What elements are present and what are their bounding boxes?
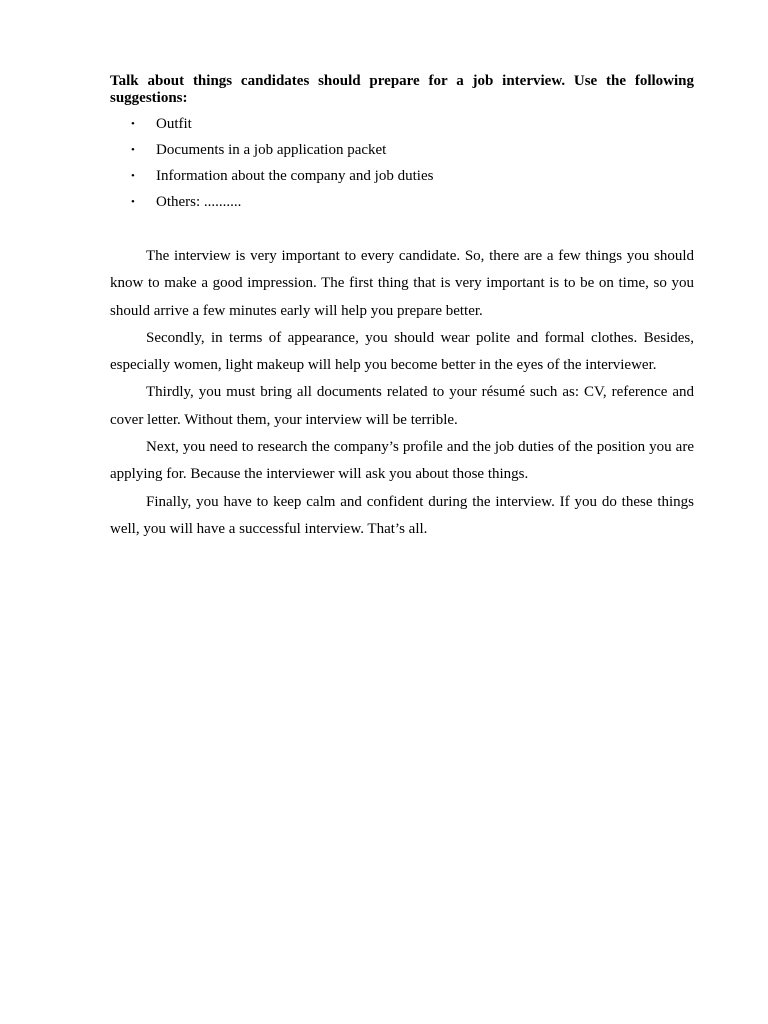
suggestion-item xyxy=(110,137,694,163)
suggestion-text: Outfit xyxy=(156,116,192,132)
document-page xyxy=(110,73,694,543)
suggestion-list xyxy=(110,111,694,215)
bullet-icon: • xyxy=(131,196,135,208)
suggestion-text: Documents in a job application packet xyxy=(156,142,387,158)
suggestion-item xyxy=(110,163,694,189)
bullet-icon: • xyxy=(131,118,135,130)
task-prompt: Talk about things candidates should prepare for a job interview. Use the following suggestions: xyxy=(110,73,694,106)
essay-paragraph: Next, you need to research the company’s profile and the job duties of the position you are applying for. Because the interviewer will ask you about those things. xyxy=(110,439,694,483)
bullet-icon: • xyxy=(131,144,135,156)
bullet-icon: • xyxy=(131,170,135,182)
essay-paragraph: Thirdly, you must bring all documents related to your résumé such as: CV, reference and cover letter. Without them, your interview will be terrible. xyxy=(110,384,694,428)
essay-paragraph: Secondly, in terms of appearance, you should wear polite and formal clothes. Besides, especially women, light makeup will help you become better in the eyes of the interviewer. xyxy=(110,329,694,374)
suggestion-item xyxy=(110,111,694,137)
essay-body xyxy=(110,243,694,543)
suggestion-text: Others: .......... xyxy=(156,194,242,210)
suggestion-text: Information about the company and job duties xyxy=(156,168,434,184)
essay-paragraph: The interview is very important to every candidate. So, there are a few things you should know to make a good impression. The first thing that is very important is to be on time, so you should arrive a few minutes early will help you prepare better. xyxy=(110,248,694,319)
suggestion-item xyxy=(110,189,694,215)
essay-paragraph: Finally, you have to keep calm and confident during the interview. If you do these things well, you will have a successful interview. That’s all. xyxy=(110,493,694,537)
